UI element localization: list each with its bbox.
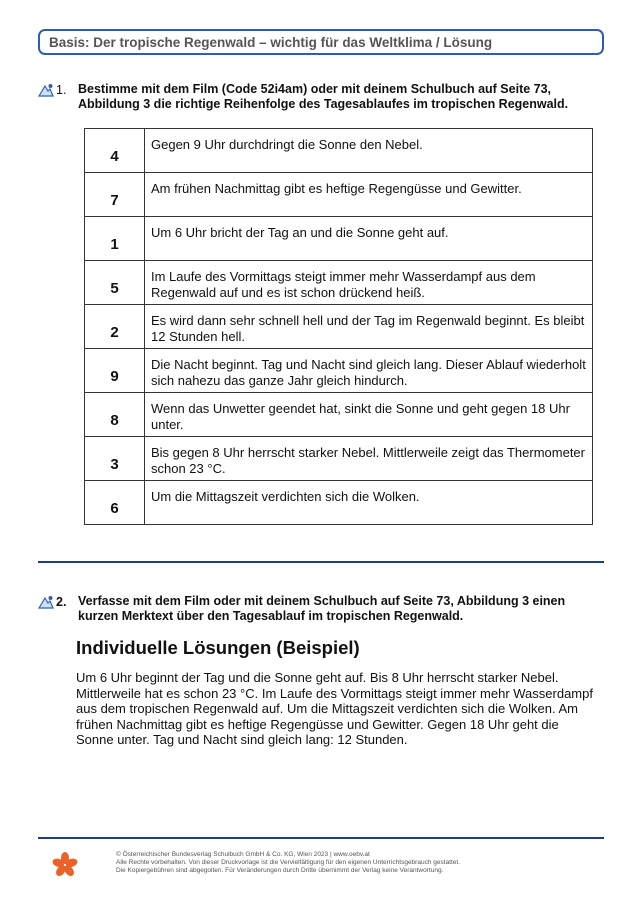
sequence-table — [84, 128, 593, 525]
order-number-cell: 4 — [85, 129, 145, 173]
section-divider — [38, 561, 604, 563]
order-number-cell: 3 — [85, 437, 145, 481]
task-1-number: 1. — [56, 83, 67, 97]
page-header-box — [38, 29, 604, 55]
table-row — [85, 129, 593, 173]
table-row — [85, 437, 593, 481]
order-number-cell: 6 — [85, 481, 145, 525]
table-row — [85, 305, 593, 349]
event-description-cell: Es wird dann sehr schnell hell und der Tag im Regenwald beginnt. Es bleibt 12 Stunden hell. — [145, 305, 593, 349]
event-description-cell: Im Laufe des Vormittags steigt immer mehr Wasserdampf aus dem Regenwald auf und es ist schon drückend heiß. — [145, 261, 593, 305]
task-1-instruction: Bestimme mit dem Film (Code 52i4am) oder mit deinem Schulbuch auf Seite 73, Abbildung 3 die richtige Reihenfolge des Tagesablaufes im tropischen Regenwald. — [78, 82, 569, 111]
table-row — [85, 481, 593, 525]
table-row — [85, 261, 593, 305]
order-number-cell: 9 — [85, 349, 145, 393]
solution-heading: Individuelle Lösungen (Beispiel) — [76, 637, 360, 658]
footer-line-1: © Österreichischer Bundesverlag Schulbuch GmbH & Co. KG, Wien 2023 | www.oebv.at — [116, 851, 370, 858]
table-row — [85, 217, 593, 261]
table-row — [85, 349, 593, 393]
task-2-instruction: Verfasse mit dem Film oder mit deinem Schulbuch auf Seite 73, Abbildung 3 einen kurzen Merktext über den Tagesablauf im tropischen Regenwald. — [78, 594, 566, 623]
event-description-cell: Bis gegen 8 Uhr herrscht starker Nebel. Mittlerweile zeigt das Thermometer schon 23 °C. — [145, 437, 593, 481]
table-row — [85, 173, 593, 217]
task-2 — [38, 594, 598, 624]
mountain-sun-icon — [38, 595, 54, 609]
event-description-cell: Am frühen Nachmittag gibt es heftige Regengüsse und Gewitter. — [145, 173, 593, 217]
event-description-cell: Die Nacht beginnt. Tag und Nacht sind gleich lang. Dieser Ablauf wiederholt sich nahezu das ganze Jahr gleich hindurch. — [145, 349, 593, 393]
event-description-cell: Um die Mittagszeit verdichten sich die Wolken. — [145, 481, 593, 525]
table-row — [85, 393, 593, 437]
event-description-cell: Um 6 Uhr bricht der Tag an und die Sonne geht auf. — [145, 217, 593, 261]
order-number-cell: 5 — [85, 261, 145, 305]
footer-line-3: Die Kopiergebühren sind abgegolten. Für Veränderungen durch Dritte übernimmt der Verlag keine Verantwortung. — [116, 867, 444, 874]
mountain-sun-icon — [38, 83, 54, 97]
order-number-cell: 1 — [85, 217, 145, 261]
oebv-logo-icon — [51, 851, 79, 879]
event-description-cell: Wenn das Unwetter geendet hat, sinkt die Sonne und geht gegen 18 Uhr unter. — [145, 393, 593, 437]
order-number-cell: 8 — [85, 393, 145, 437]
solution-text: Um 6 Uhr beginnt der Tag und die Sonne geht auf. Bis 8 Uhr herrscht starker Nebel. Mittlerweile hat es schon 23 °C. Im Laufe des Vormittags steigt immer mehr Wasserdampf aus dem tropischen Regenwald auf. Um die Mittagszeit verdichten sich die Wolken. Am frühen Nachmittag gibt es heftige Regengüsse und Gewitter. Gegen 18 Uhr geht die Sonne unter. Tag und Nacht sind gleich lang: 12 Stunden. — [76, 670, 593, 747]
event-description-cell: Gegen 9 Uhr durchdringt die Sonne den Nebel. — [145, 129, 593, 173]
footer-line-2: Alle Rechte vorbehalten. Von dieser Druckvorlage ist die Vervielfältigung für den eigenen Unterrichtsgebrauch gestattet. — [116, 859, 460, 866]
task-2-number: 2. — [56, 595, 67, 609]
footer-divider — [38, 837, 604, 839]
task-1 — [38, 82, 598, 112]
footer-copyright — [116, 851, 596, 875]
order-number-cell: 7 — [85, 173, 145, 217]
page-title: Basis: Der tropische Regenwald – wichtig für das Weltklima / Lösung — [49, 34, 493, 50]
order-number-cell: 2 — [85, 305, 145, 349]
